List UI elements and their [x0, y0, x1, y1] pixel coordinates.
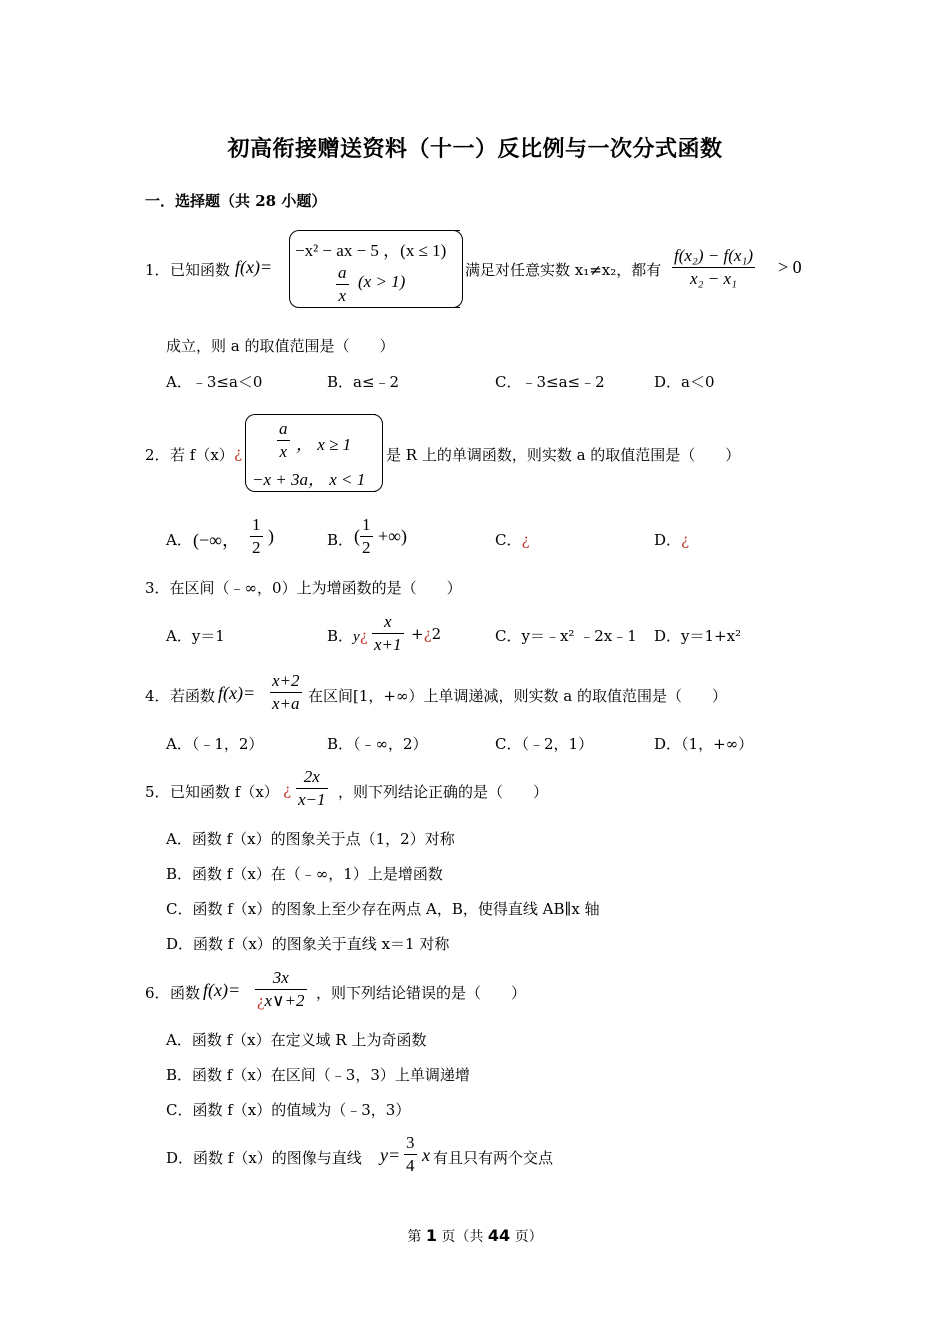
- footer-total-pages: 44: [487, 1226, 511, 1245]
- q4-number: 4．: [145, 687, 170, 705]
- q3-option-a: A．y＝1: [166, 627, 225, 645]
- q2-option-b-right: +∞): [378, 526, 407, 546]
- q6-option-d-num: 3: [404, 1132, 417, 1155]
- q6-den-text: x∨+2: [264, 991, 305, 1010]
- q1-case-2-num: a: [336, 262, 349, 285]
- q4-prefix: 若函数: [170, 687, 216, 705]
- q1-line-2: 成立，则 a 的取值范围是（ ）: [166, 337, 395, 355]
- q4-option-c: C．（﹣2，1）: [495, 735, 594, 753]
- q1-case-1: −x² − ax − 5 ，(x ≤ 1): [295, 241, 447, 260]
- q3-option-b-num: x: [372, 611, 404, 634]
- q3-option-b-end: 2: [431, 625, 442, 643]
- q6-option-d-y: y=: [380, 1145, 401, 1165]
- q5-prefix: 已知函数 f（x）: [170, 783, 279, 801]
- q2-option-c-inverted-question-mark: ¿: [521, 531, 530, 549]
- q6-frac: [255, 967, 307, 1012]
- q1-prefix: 已知函数: [170, 261, 231, 279]
- q2-option-d: [654, 529, 689, 550]
- page-footer: [0, 1226, 950, 1246]
- q3-option-b-inverted-question-mark: ¿: [359, 627, 368, 645]
- q2-case-1-den: x: [279, 442, 288, 461]
- q6-number: 6．: [145, 984, 170, 1002]
- q4-frac: [270, 670, 302, 715]
- q3-option-b-label: B．: [327, 627, 354, 645]
- q2-option-a-frac: [250, 514, 263, 559]
- q1-option-c: C．﹣3≤a≤﹣2: [495, 373, 605, 391]
- q2-option-b-den: 2: [362, 538, 371, 557]
- q2-option-c-label: C．: [495, 531, 522, 549]
- q4-frac-den: x+a: [272, 694, 300, 713]
- q6-option-a: A．函数 f（x）在定义域 R 上为奇函数: [166, 1031, 427, 1049]
- q5-frac: [296, 766, 328, 811]
- q2-option-b-left: (: [354, 526, 360, 546]
- footer-middle: 页（共: [436, 1229, 488, 1245]
- q6-den-inverted-question-mark: ¿: [257, 991, 265, 1010]
- q3-option-d: D．y＝1+x²: [654, 627, 742, 645]
- q2-option-b-frac: [360, 514, 373, 559]
- q2-option-d-inverted-question-mark: ¿: [681, 531, 690, 549]
- q5-frac-den: x−1: [298, 790, 326, 809]
- q1-case-2-den: x: [338, 286, 347, 305]
- q1-middle-text: 满足对任意实数 x₁≠x₂，都有: [465, 261, 662, 279]
- q4-frac-num: x+2: [270, 670, 302, 693]
- q4-option-a: A．（﹣1，2）: [166, 735, 264, 753]
- q4-post-text: 在区间[1，+∞）上单调递减，则实数 a 的取值范围是（ ）: [308, 687, 727, 705]
- q1-frac-den: x₂ − x₁: [690, 269, 737, 288]
- q1-greater-than: > 0: [778, 257, 802, 277]
- q6-prefix: 函数: [170, 984, 201, 1002]
- q3-option-b-plus: +: [411, 625, 424, 643]
- q6-fx: f(x)=: [203, 980, 241, 1000]
- q2-option-b-label: B．: [327, 531, 354, 549]
- q5-number: 5．: [145, 783, 170, 801]
- q1-case-2-cond: (x > 1): [358, 272, 406, 291]
- q3-option-b-frac: [372, 611, 404, 656]
- q6-post-text: ，则下列结论错误的是（ ）: [316, 984, 527, 1002]
- q2-option-a-left: (−∞，: [193, 530, 240, 550]
- q5-option-d: D．函数 f（x）的图象关于直线 x＝1 对称: [166, 935, 450, 953]
- q6-option-d-den: 4: [406, 1156, 415, 1175]
- q6-option-c: C．函数 f（x）的值域为（﹣3，3）: [166, 1101, 411, 1119]
- q2-case-1-frac: [277, 418, 290, 463]
- q2-post-text: 是 R 上的单调函数，则实数 a 的取值范围是（ ）: [386, 446, 741, 464]
- q2-right-brace: [370, 414, 383, 492]
- q3-option-b-y: y: [353, 629, 360, 645]
- q6-option-d-post: 有且只有两个交点: [433, 1149, 554, 1167]
- q2-prefix: 若 f（x）: [170, 446, 234, 464]
- q2-case-1-cond: ， x ≥ 1: [296, 435, 352, 454]
- q1-case-2-frac: [336, 262, 349, 307]
- q3-option-c: C．y＝﹣x² ﹣2x﹣1: [495, 627, 637, 645]
- q5-option-c: C．函数 f（x）的图象上至少存在两点 A，B，使得直线 AB∥x 轴: [166, 900, 600, 918]
- q2-option-a-num: 1: [250, 514, 263, 537]
- q5-post-text: ，则下列结论正确的是（ ）: [338, 783, 549, 801]
- q5-inverted-question-mark: ¿: [283, 781, 292, 799]
- q1-right-brace: [452, 230, 463, 308]
- q2-option-b-num: 1: [360, 514, 373, 537]
- q2-option-a-right: ): [268, 526, 274, 546]
- q3-option-b-inverted-question-mark-2: ¿: [423, 625, 432, 643]
- q2-case-2: −x + 3a， x < 1: [252, 470, 366, 489]
- q5-frac-num: 2x: [296, 766, 328, 789]
- q5-option-a: A．函数 f（x）的图象关于点（1，2）对称: [166, 830, 455, 848]
- q6-option-d-frac: [404, 1132, 417, 1177]
- q2-option-a-label: A．: [166, 531, 192, 549]
- q2-case-1-num: a: [277, 418, 290, 441]
- q5-option-b: B．函数 f（x）在（﹣∞，1）上是增函数: [166, 865, 443, 883]
- q6-option-b: B．函数 f（x）在区间（﹣3，3）上单调递增: [166, 1066, 470, 1084]
- q3-option-b-den: x+1: [374, 635, 402, 654]
- q6-option-d-prefix: D．函数 f（x）的图像与直线: [166, 1149, 362, 1167]
- q1-option-b: B．a≤﹣2: [327, 373, 400, 391]
- q4-option-b: B．（﹣∞，2）: [327, 735, 428, 753]
- q3-text: 3．在区间（﹣∞，0）上为增函数的是（ ）: [145, 579, 462, 597]
- q6-frac-den: [255, 990, 307, 1012]
- q1-fx: f(x)=: [235, 257, 273, 277]
- footer-suffix: 页）: [510, 1229, 543, 1245]
- q2-option-d-label: D．: [654, 531, 682, 549]
- q1-frac-num: f(x₂) − f(x₁): [672, 245, 755, 268]
- q1-inequality-frac: [672, 245, 755, 290]
- q4-fx: f(x)=: [218, 683, 256, 703]
- section-heading: 一．选择题（共 28 小题）: [145, 192, 327, 210]
- q4-option-d: D．（1，+∞）: [654, 735, 754, 753]
- q2-inverted-question-mark: ¿: [234, 444, 243, 462]
- q1-option-a: A．﹣3≤a＜0: [166, 373, 263, 391]
- page-title: 初高衔接赠送资料（十一）反比例与一次分式函数: [227, 137, 723, 162]
- q6-option-d-x: x: [422, 1145, 430, 1165]
- q1-number: 1．: [145, 261, 170, 279]
- footer-prefix: 第: [407, 1229, 426, 1245]
- footer-page-number: 1: [425, 1226, 437, 1245]
- q2-option-c: [495, 529, 530, 550]
- q2-option-a-den: 2: [252, 538, 261, 557]
- q6-frac-num: 3x: [255, 967, 307, 990]
- q3-option-b-tail: [411, 625, 441, 643]
- q1-option-d: D．a＜0: [654, 373, 715, 391]
- q3-option-b: [327, 625, 368, 646]
- q2-number: 2．: [145, 446, 170, 464]
